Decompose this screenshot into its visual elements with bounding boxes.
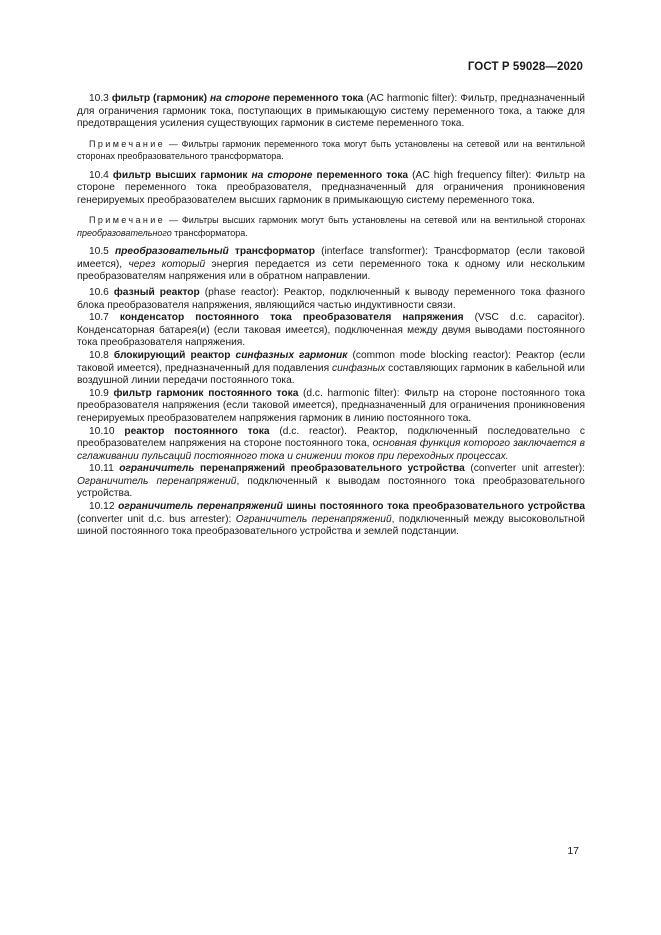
term-definition-italic: Ограничитель перенапряжений <box>235 513 392 525</box>
term-entry-10-3 <box>77 93 585 131</box>
note-text-italic: преобразовательного <box>77 227 172 238</box>
term-definition-italic: через который <box>128 258 206 270</box>
term-name: конденсатор постоянного тока преобразователя напряжения <box>119 312 464 324</box>
term-definition: (d.c. harmonic filter): Фильтр на стороне постоянного тока преобразователя напряжения (если таковой имеется), предназначенный для ограничения проникновения генерируемых преобразователем напряжения гармоник в линию постоянного тока. <box>77 387 585 424</box>
term-definition: (phase reactor): Реактор, подключенный к выводу переменного тока фазного блока преобразователя напряжения, являющийся частью индуктивности связи. <box>77 286 586 311</box>
term-entry-10-5 <box>77 246 585 284</box>
note-text: — Фильтры высших гармоник могут быть установлены на сетевой или на вентильной сторонах <box>165 215 585 226</box>
term-number: 10.10 <box>89 425 125 437</box>
term-entry-10-10 <box>77 426 585 464</box>
term-number: 10.5 <box>89 246 115 258</box>
term-entry-10-6 <box>77 287 585 312</box>
term-name: переменного тока <box>312 169 409 181</box>
term-name: блокирующий реактор <box>113 349 236 361</box>
term-definition-italic: основная функция которого заключается в сглаживании пульсаций постоянного тока и снижении токов при переходных процессах. <box>77 438 585 462</box>
term-definition-italic: синфазных <box>331 362 386 374</box>
term-name: фильтр гармоник постоянного тока <box>113 387 299 399</box>
term-name: фазный реактор <box>113 286 200 298</box>
page-number: 17 <box>567 845 579 857</box>
note-text: трансформатора. <box>171 227 248 238</box>
term-definition: , подключенный между высоковольтной шиной постоянного тока преобразовательного устройства и землей подстанции. <box>77 513 585 538</box>
term-number: 10.6 <box>89 286 114 298</box>
term-definition: (interface transformer): Трансформатор (если таковой имеется), <box>77 246 585 270</box>
term-definition: (converter unit arrester): <box>464 463 585 475</box>
term-name-italic: ограничитель <box>119 463 195 475</box>
term-entry-10-11 <box>77 463 585 501</box>
term-entry-10-8 <box>77 350 585 388</box>
document-id: ГОСТ Р 59028—2020 <box>467 61 583 73</box>
term-definition: , подключенный к выводам постоянного тока преобразовательного устройства. <box>77 475 585 500</box>
term-name-italic: синфазных гармоник <box>235 349 348 361</box>
term-entry-10-12 <box>77 501 585 539</box>
term-number: 10.8 <box>89 349 114 361</box>
term-name: реактор постоянного тока <box>124 425 270 437</box>
term-definition: (VSC d.c. capacitor). Конденсаторная батарея(и) (если таковая имеется), подключенная между двумя выводами постоянного тока преобразователя напряжения. <box>77 312 585 349</box>
note-text: — Фильтры гармоник переменного тока могут быть установлены на сетевой или на вентильной сторонах преобразовательного трансформатора. <box>77 138 585 162</box>
term-entry-10-9 <box>77 388 585 426</box>
document-body <box>77 93 585 539</box>
term-number: 10.3 <box>89 93 112 104</box>
term-name: фильтр (гармоник) <box>111 93 210 104</box>
term-definition: энергия передается из сети переменного тока к одному или нескольким преобразователям напряжения или в обратном направлении. <box>77 258 585 283</box>
term-definition: (AC high frequency filter): Фильтр на стороне переменного тока преобразователя, предназначенный для ограничения проникновения генерируемых преобразователем высших гармоник в примыкающую систему переменного тока. <box>77 169 586 206</box>
term-number: 10.12 <box>89 501 119 513</box>
term-definition: (converter unit d.c. bus arrester): <box>77 513 236 525</box>
term-entry-10-7 <box>77 312 585 350</box>
term-definition: составляющих гармоник в кабельной или воздушной линии передачи постоянного тока. <box>77 362 585 387</box>
note <box>77 138 585 163</box>
term-name-italic: на стороне <box>251 169 313 181</box>
term-definition-italic: Ограничитель перенапряжений <box>77 475 237 487</box>
term-entry-10-4 <box>77 170 585 208</box>
term-definition: (d.c. reactor). Реактор, подключенный последовательно с преобразователем напряжения на стороне постоянного тока, <box>77 425 585 450</box>
note <box>77 214 585 239</box>
term-name: переменного тока <box>269 93 364 104</box>
term-number: 10.4 <box>89 169 113 181</box>
note-label: Примечание <box>89 138 166 149</box>
term-name-italic: на стороне <box>209 93 270 104</box>
term-name: трансформатор <box>228 246 316 258</box>
term-definition: (common mode blocking reactor): Реактор (если таковой имеется), предназначенный для подавления <box>77 349 586 374</box>
term-definition: (AC harmonic filter): Фильтр, предназначенный для ограничения гармоник тока, поступающих в примыкающую систему переменного тока, а также для предотвращения усиления существующих гармоник в системе переменного тока. <box>77 93 585 130</box>
term-name: перенапряжений преобразовательного устройства <box>194 463 465 475</box>
term-number: 10.9 <box>89 387 114 399</box>
term-name: шины постоянного тока преобразовательного устройства <box>282 501 586 513</box>
term-name: фильтр высших гармоник <box>112 169 252 181</box>
term-number: 10.7 <box>89 312 120 324</box>
term-number: 10.11 <box>89 463 120 475</box>
term-name-italic: ограничитель перенапряжений <box>118 501 283 513</box>
note-label: Примечание <box>89 215 166 226</box>
term-name-italic: преобразовательный <box>114 246 229 258</box>
